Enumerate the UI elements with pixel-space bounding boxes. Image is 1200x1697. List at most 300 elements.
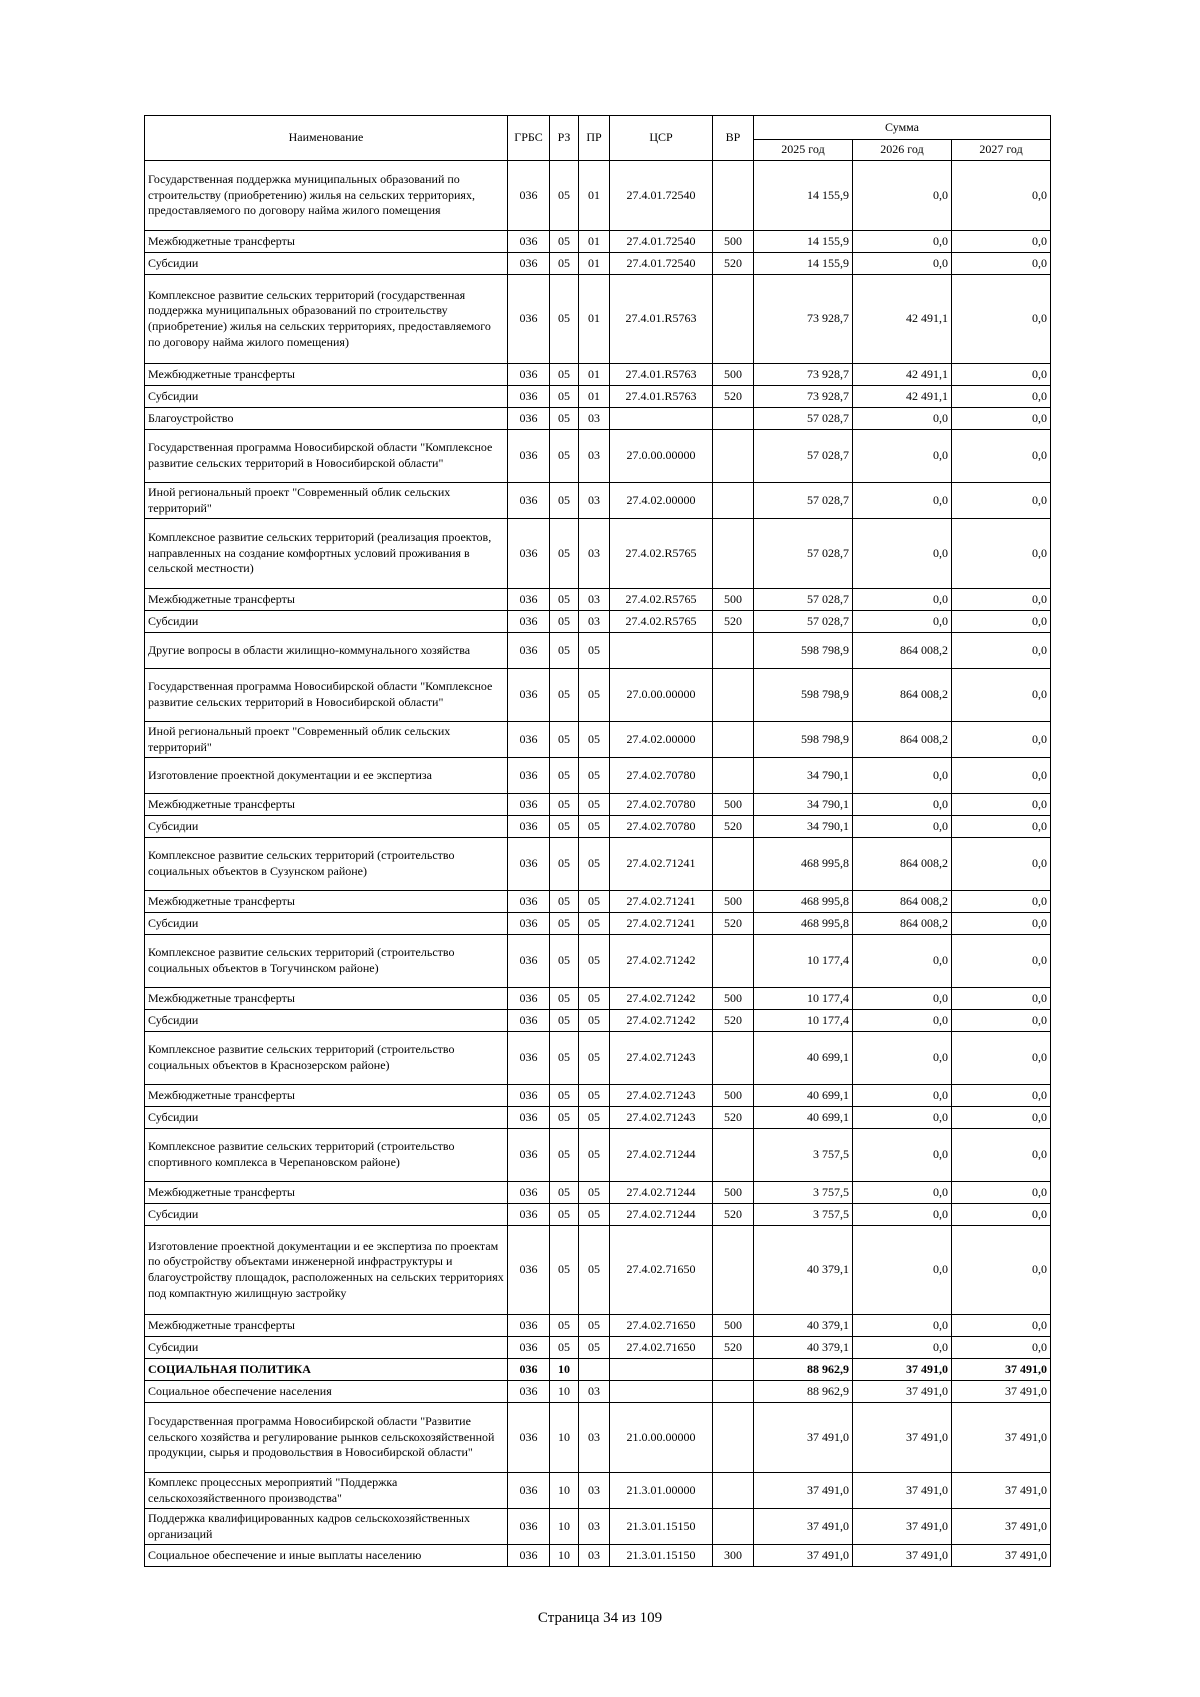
- cell-sum-2026: 0,0: [853, 794, 952, 816]
- page-number: Страница 34 из 109: [537, 1610, 663, 1626]
- table-row: [145, 1129, 1051, 1182]
- table-row: [145, 1381, 1051, 1403]
- cell-sum-2026: 0,0: [853, 1204, 952, 1226]
- cell-pr: 03: [579, 611, 610, 633]
- cell-csr: 27.4.01.72540: [610, 231, 713, 253]
- cell-sum-2025: 40 699,1: [754, 1085, 853, 1107]
- cell-sum-2026: 0,0: [853, 408, 952, 430]
- cell-rz: 05: [550, 364, 579, 386]
- cell-vr: 520: [713, 1010, 754, 1032]
- cell-pr: 05: [579, 935, 610, 988]
- cell-grbs: 036: [508, 913, 550, 935]
- cell-name: Другие вопросы в области жилищно-коммунального хозяйства: [145, 633, 508, 669]
- cell-sum-2027: 0,0: [952, 913, 1051, 935]
- table-row: [145, 483, 1051, 519]
- cell-name: Межбюджетные трансферты: [145, 364, 508, 386]
- cell-sum-2025: 3 757,5: [754, 1129, 853, 1182]
- cell-sum-2027: 0,0: [952, 430, 1051, 483]
- cell-sum-2026: 0,0: [853, 1315, 952, 1337]
- cell-sum-2025: 57 028,7: [754, 408, 853, 430]
- cell-vr: 500: [713, 1085, 754, 1107]
- cell-rz: 05: [550, 1337, 579, 1359]
- cell-grbs: 036: [508, 891, 550, 913]
- table-row: [145, 364, 1051, 386]
- cell-sum-2026: 0,0: [853, 1182, 952, 1204]
- cell-grbs: 036: [508, 1085, 550, 1107]
- cell-name: Субсидии: [145, 1337, 508, 1359]
- cell-vr: [713, 483, 754, 519]
- cell-rz: 05: [550, 589, 579, 611]
- cell-sum-2025: 37 491,0: [754, 1473, 853, 1509]
- cell-sum-2025: 37 491,0: [754, 1509, 853, 1545]
- cell-sum-2026: 864 008,2: [853, 669, 952, 722]
- cell-vr: 520: [713, 816, 754, 838]
- cell-sum-2027: 0,0: [952, 1129, 1051, 1182]
- cell-name: Межбюджетные трансферты: [145, 589, 508, 611]
- cell-name: Субсидии: [145, 1204, 508, 1226]
- cell-sum-2025: 57 028,7: [754, 430, 853, 483]
- cell-csr: 27.4.01.R5763: [610, 275, 713, 364]
- cell-grbs: 036: [508, 1129, 550, 1182]
- cell-csr: 21.3.01.15150: [610, 1509, 713, 1545]
- cell-sum-2025: 468 995,8: [754, 913, 853, 935]
- cell-sum-2026: 0,0: [853, 589, 952, 611]
- cell-sum-2027: 0,0: [952, 794, 1051, 816]
- col-header-2026: 2026 год: [853, 140, 952, 161]
- cell-name: Комплексное развитие сельских территорий (реализация проектов, направленных на создание комфортных условий проживания в сельской местности): [145, 519, 508, 589]
- cell-vr: 500: [713, 794, 754, 816]
- table-row: [145, 519, 1051, 589]
- cell-rz: 10: [550, 1381, 579, 1403]
- cell-sum-2026: 864 008,2: [853, 913, 952, 935]
- cell-vr: 520: [713, 1107, 754, 1129]
- cell-name: Социальное обеспечение населения: [145, 1381, 508, 1403]
- cell-csr: 27.4.02.71650: [610, 1315, 713, 1337]
- cell-sum-2025: 14 155,9: [754, 231, 853, 253]
- cell-pr: 03: [579, 1403, 610, 1473]
- table-row: [145, 1403, 1051, 1473]
- cell-rz: 05: [550, 519, 579, 589]
- cell-rz: 05: [550, 913, 579, 935]
- cell-name: Межбюджетные трансферты: [145, 891, 508, 913]
- cell-vr: [713, 275, 754, 364]
- cell-pr: 05: [579, 1107, 610, 1129]
- table-row: [145, 1085, 1051, 1107]
- cell-sum-2026: 0,0: [853, 816, 952, 838]
- cell-name: Комплексное развитие сельских территорий (строительство спортивного комплекса в Черепановском районе): [145, 1129, 508, 1182]
- cell-grbs: 036: [508, 430, 550, 483]
- cell-rz: 05: [550, 161, 579, 231]
- cell-name: Межбюджетные трансферты: [145, 231, 508, 253]
- cell-sum-2025: 468 995,8: [754, 891, 853, 913]
- cell-grbs: 036: [508, 935, 550, 988]
- cell-csr: 27.4.02.70780: [610, 794, 713, 816]
- cell-sum-2025: 40 699,1: [754, 1107, 853, 1129]
- cell-sum-2025: 14 155,9: [754, 253, 853, 275]
- cell-pr: 05: [579, 1226, 610, 1315]
- cell-pr: 03: [579, 519, 610, 589]
- cell-sum-2026: 37 491,0: [853, 1509, 952, 1545]
- cell-csr: [610, 633, 713, 669]
- cell-csr: 27.4.02.71241: [610, 891, 713, 913]
- cell-sum-2025: 598 798,9: [754, 633, 853, 669]
- cell-name: Благоустройство: [145, 408, 508, 430]
- cell-name: Комплексное развитие сельских территорий (государственная поддержка муниципальных образований по строительству (приобретение) жилья на сельских территориях, предоставляемого по договору найма жилого помещения): [145, 275, 508, 364]
- cell-pr: 05: [579, 1204, 610, 1226]
- cell-pr: 03: [579, 1381, 610, 1403]
- cell-vr: 500: [713, 988, 754, 1010]
- cell-grbs: 036: [508, 589, 550, 611]
- col-header-rz: РЗ: [550, 116, 579, 161]
- cell-pr: 03: [579, 408, 610, 430]
- cell-pr: 03: [579, 1545, 610, 1567]
- cell-grbs: 036: [508, 838, 550, 891]
- cell-sum-2025: 10 177,4: [754, 988, 853, 1010]
- cell-name: Иной региональный проект "Современный облик сельских территорий": [145, 722, 508, 758]
- cell-vr: [713, 1226, 754, 1315]
- cell-vr: 520: [713, 913, 754, 935]
- table-row: [145, 1473, 1051, 1509]
- cell-name: Субсидии: [145, 253, 508, 275]
- table-body: [145, 161, 1051, 1567]
- cell-name: Государственная программа Новосибирской области "Комплексное развитие сельских территорий в Новосибирской области": [145, 669, 508, 722]
- cell-sum-2027: 0,0: [952, 722, 1051, 758]
- table-row: [145, 430, 1051, 483]
- cell-csr: 27.4.02.71243: [610, 1085, 713, 1107]
- cell-sum-2026: 42 491,1: [853, 386, 952, 408]
- cell-sum-2027: 0,0: [952, 231, 1051, 253]
- cell-vr: [713, 1509, 754, 1545]
- cell-grbs: 036: [508, 253, 550, 275]
- cell-name: Субсидии: [145, 1107, 508, 1129]
- cell-sum-2025: 57 028,7: [754, 589, 853, 611]
- cell-rz: 05: [550, 1107, 579, 1129]
- table-row: [145, 275, 1051, 364]
- cell-grbs: 036: [508, 231, 550, 253]
- cell-grbs: 036: [508, 758, 550, 794]
- cell-sum-2026: 864 008,2: [853, 722, 952, 758]
- cell-sum-2025: 34 790,1: [754, 794, 853, 816]
- table-row: [145, 891, 1051, 913]
- cell-pr: 05: [579, 838, 610, 891]
- cell-csr: 21.3.01.15150: [610, 1545, 713, 1567]
- table-row: [145, 611, 1051, 633]
- cell-name: Поддержка квалифицированных кадров сельскохозяйственных организаций: [145, 1509, 508, 1545]
- budget-table: [144, 115, 1051, 1567]
- cell-grbs: 036: [508, 1337, 550, 1359]
- cell-sum-2025: 40 379,1: [754, 1315, 853, 1337]
- cell-pr: 05: [579, 758, 610, 794]
- cell-name: Комплексное развитие сельских территорий (строительство социальных объектов в Сузунском районе): [145, 838, 508, 891]
- cell-sum-2025: 57 028,7: [754, 611, 853, 633]
- table-row: [145, 1107, 1051, 1129]
- cell-pr: 05: [579, 1085, 610, 1107]
- table-row: [145, 1359, 1051, 1381]
- table-row: [145, 838, 1051, 891]
- cell-sum-2027: 0,0: [952, 816, 1051, 838]
- cell-name: Комплекс процессных мероприятий "Поддержка сельскохозяйственного производства": [145, 1473, 508, 1509]
- cell-sum-2027: 0,0: [952, 1085, 1051, 1107]
- cell-sum-2027: 0,0: [952, 1107, 1051, 1129]
- cell-sum-2025: 37 491,0: [754, 1403, 853, 1473]
- cell-csr: 27.0.00.00000: [610, 430, 713, 483]
- cell-sum-2027: 0,0: [952, 483, 1051, 519]
- col-header-pr: ПР: [579, 116, 610, 161]
- cell-rz: 05: [550, 838, 579, 891]
- table-row: [145, 1545, 1051, 1567]
- cell-pr: 05: [579, 1182, 610, 1204]
- cell-sum-2026: 0,0: [853, 1337, 952, 1359]
- table-row: [145, 816, 1051, 838]
- cell-vr: 300: [713, 1545, 754, 1567]
- cell-name: Субсидии: [145, 913, 508, 935]
- cell-sum-2027: 0,0: [952, 161, 1051, 231]
- cell-vr: 520: [713, 386, 754, 408]
- table-row: [145, 1315, 1051, 1337]
- cell-rz: 05: [550, 988, 579, 1010]
- cell-pr: 03: [579, 430, 610, 483]
- cell-pr: 01: [579, 231, 610, 253]
- cell-grbs: 036: [508, 722, 550, 758]
- cell-name: Субсидии: [145, 386, 508, 408]
- cell-sum-2027: 0,0: [952, 386, 1051, 408]
- cell-pr: 05: [579, 816, 610, 838]
- cell-rz: 05: [550, 722, 579, 758]
- cell-sum-2026: 0,0: [853, 1032, 952, 1085]
- cell-csr: 27.4.02.71242: [610, 988, 713, 1010]
- cell-csr: 27.4.02.71241: [610, 913, 713, 935]
- table-row: [145, 988, 1051, 1010]
- cell-csr: 27.0.00.00000: [610, 669, 713, 722]
- cell-grbs: 036: [508, 1182, 550, 1204]
- cell-pr: 05: [579, 1010, 610, 1032]
- cell-rz: 05: [550, 253, 579, 275]
- cell-sum-2027: 0,0: [952, 519, 1051, 589]
- cell-csr: 27.4.01.72540: [610, 253, 713, 275]
- cell-vr: 500: [713, 1315, 754, 1337]
- cell-rz: 05: [550, 408, 579, 430]
- cell-pr: 05: [579, 1032, 610, 1085]
- cell-pr: [579, 1359, 610, 1381]
- cell-vr: [713, 633, 754, 669]
- cell-vr: 500: [713, 589, 754, 611]
- cell-name: Изготовление проектной документации и ее экспертиза: [145, 758, 508, 794]
- cell-pr: 05: [579, 669, 610, 722]
- cell-rz: 10: [550, 1473, 579, 1509]
- cell-vr: 500: [713, 364, 754, 386]
- cell-sum-2027: 0,0: [952, 275, 1051, 364]
- cell-vr: [713, 722, 754, 758]
- cell-grbs: 036: [508, 1359, 550, 1381]
- table-row: [145, 386, 1051, 408]
- cell-pr: 05: [579, 988, 610, 1010]
- cell-sum-2027: 0,0: [952, 1032, 1051, 1085]
- cell-grbs: 036: [508, 816, 550, 838]
- cell-sum-2026: 37 491,0: [853, 1381, 952, 1403]
- cell-grbs: 036: [508, 275, 550, 364]
- cell-pr: 05: [579, 1315, 610, 1337]
- cell-sum-2027: 37 491,0: [952, 1359, 1051, 1381]
- cell-sum-2026: 0,0: [853, 1129, 952, 1182]
- col-header-name: Наименование: [145, 116, 508, 161]
- cell-sum-2027: 37 491,0: [952, 1545, 1051, 1567]
- table-row: [145, 935, 1051, 988]
- cell-grbs: 036: [508, 794, 550, 816]
- cell-sum-2025: 3 757,5: [754, 1204, 853, 1226]
- cell-name: Субсидии: [145, 611, 508, 633]
- cell-csr: [610, 1381, 713, 1403]
- cell-sum-2026: 0,0: [853, 253, 952, 275]
- cell-sum-2025: 10 177,4: [754, 1010, 853, 1032]
- cell-sum-2025: 88 962,9: [754, 1359, 853, 1381]
- cell-csr: 27.4.02.00000: [610, 483, 713, 519]
- cell-rz: 05: [550, 935, 579, 988]
- cell-pr: 01: [579, 253, 610, 275]
- cell-sum-2025: 40 699,1: [754, 1032, 853, 1085]
- cell-rz: 10: [550, 1509, 579, 1545]
- cell-sum-2025: 57 028,7: [754, 483, 853, 519]
- cell-pr: 01: [579, 161, 610, 231]
- cell-vr: 520: [713, 1204, 754, 1226]
- cell-sum-2025: 10 177,4: [754, 935, 853, 988]
- table-row: [145, 231, 1051, 253]
- cell-csr: 27.4.02.71244: [610, 1182, 713, 1204]
- cell-sum-2026: 37 491,0: [853, 1403, 952, 1473]
- cell-pr: 03: [579, 589, 610, 611]
- cell-rz: 05: [550, 275, 579, 364]
- cell-sum-2027: 0,0: [952, 589, 1051, 611]
- cell-vr: 520: [713, 253, 754, 275]
- cell-grbs: 036: [508, 611, 550, 633]
- col-header-csr: ЦСР: [610, 116, 713, 161]
- cell-sum-2026: 0,0: [853, 430, 952, 483]
- cell-name: Государственная программа Новосибирской области "Развитие сельского хозяйства и регулирование рынков сельскохозяйственной продукции, сырья и продовольствия в Новосибирской области": [145, 1403, 508, 1473]
- cell-name: Межбюджетные трансферты: [145, 1085, 508, 1107]
- cell-rz: 05: [550, 386, 579, 408]
- cell-sum-2026: 864 008,2: [853, 633, 952, 669]
- cell-grbs: 036: [508, 161, 550, 231]
- cell-sum-2025: 468 995,8: [754, 838, 853, 891]
- cell-csr: 27.4.02.71244: [610, 1129, 713, 1182]
- table-row: [145, 913, 1051, 935]
- cell-rz: 05: [550, 891, 579, 913]
- cell-rz: 05: [550, 483, 579, 519]
- cell-sum-2026: 0,0: [853, 611, 952, 633]
- cell-pr: 05: [579, 891, 610, 913]
- cell-pr: 05: [579, 794, 610, 816]
- cell-sum-2026: 864 008,2: [853, 891, 952, 913]
- cell-sum-2027: 0,0: [952, 633, 1051, 669]
- cell-sum-2026: 0,0: [853, 1085, 952, 1107]
- cell-sum-2027: 37 491,0: [952, 1473, 1051, 1509]
- table-row: [145, 1010, 1051, 1032]
- cell-rz: 05: [550, 611, 579, 633]
- cell-rz: 05: [550, 231, 579, 253]
- cell-sum-2025: 598 798,9: [754, 722, 853, 758]
- cell-grbs: 036: [508, 1107, 550, 1129]
- cell-pr: 05: [579, 1337, 610, 1359]
- table-row: [145, 758, 1051, 794]
- cell-csr: 27.4.02.70780: [610, 758, 713, 794]
- cell-vr: [713, 408, 754, 430]
- cell-name: Межбюджетные трансферты: [145, 794, 508, 816]
- cell-csr: 27.4.02.71243: [610, 1107, 713, 1129]
- cell-vr: [713, 838, 754, 891]
- cell-grbs: 036: [508, 1545, 550, 1567]
- cell-sum-2027: 0,0: [952, 935, 1051, 988]
- cell-sum-2027: 0,0: [952, 253, 1051, 275]
- cell-grbs: 036: [508, 1204, 550, 1226]
- table-row: [145, 722, 1051, 758]
- cell-sum-2025: 40 379,1: [754, 1226, 853, 1315]
- cell-sum-2027: 0,0: [952, 1226, 1051, 1315]
- cell-sum-2027: 0,0: [952, 1204, 1051, 1226]
- cell-sum-2025: 88 962,9: [754, 1381, 853, 1403]
- cell-name: СОЦИАЛЬНАЯ ПОЛИТИКА: [145, 1359, 508, 1381]
- cell-csr: 27.4.02.71650: [610, 1337, 713, 1359]
- cell-sum-2027: 0,0: [952, 408, 1051, 430]
- cell-sum-2026: 0,0: [853, 483, 952, 519]
- cell-sum-2026: 0,0: [853, 519, 952, 589]
- cell-grbs: 036: [508, 1315, 550, 1337]
- cell-rz: 05: [550, 430, 579, 483]
- cell-rz: 05: [550, 669, 579, 722]
- table-row: [145, 161, 1051, 231]
- cell-csr: 27.4.01.R5763: [610, 386, 713, 408]
- cell-vr: 520: [713, 1337, 754, 1359]
- cell-csr: 27.4.02.71241: [610, 838, 713, 891]
- cell-rz: 05: [550, 758, 579, 794]
- cell-csr: 27.4.02.70780: [610, 816, 713, 838]
- cell-sum-2026: 0,0: [853, 758, 952, 794]
- cell-vr: [713, 1032, 754, 1085]
- cell-vr: [713, 430, 754, 483]
- cell-vr: 500: [713, 231, 754, 253]
- cell-pr: 05: [579, 722, 610, 758]
- cell-sum-2026: 0,0: [853, 161, 952, 231]
- cell-csr: 27.4.02.71242: [610, 935, 713, 988]
- cell-vr: 520: [713, 611, 754, 633]
- cell-grbs: 036: [508, 408, 550, 430]
- cell-rz: 05: [550, 816, 579, 838]
- cell-grbs: 036: [508, 988, 550, 1010]
- cell-sum-2025: 40 379,1: [754, 1337, 853, 1359]
- cell-grbs: 036: [508, 364, 550, 386]
- cell-rz: 05: [550, 1226, 579, 1315]
- table-row: [145, 794, 1051, 816]
- cell-sum-2026: 0,0: [853, 231, 952, 253]
- cell-csr: 27.4.02.71242: [610, 1010, 713, 1032]
- cell-name: Комплексное развитие сельских территорий (строительство социальных объектов в Тогучинском районе): [145, 935, 508, 988]
- cell-vr: [713, 1129, 754, 1182]
- cell-grbs: 036: [508, 519, 550, 589]
- cell-csr: 27.4.02.71243: [610, 1032, 713, 1085]
- cell-rz: 05: [550, 633, 579, 669]
- cell-sum-2026: 42 491,1: [853, 364, 952, 386]
- cell-csr: 27.4.02.R5765: [610, 589, 713, 611]
- cell-sum-2026: 37 491,0: [853, 1473, 952, 1509]
- cell-csr: [610, 408, 713, 430]
- cell-csr: [610, 1359, 713, 1381]
- cell-grbs: 036: [508, 633, 550, 669]
- cell-grbs: 036: [508, 1403, 550, 1473]
- cell-sum-2027: 37 491,0: [952, 1509, 1051, 1545]
- cell-sum-2027: 0,0: [952, 758, 1051, 794]
- table-row: [145, 1204, 1051, 1226]
- cell-grbs: 036: [508, 483, 550, 519]
- cell-pr: 01: [579, 386, 610, 408]
- table-row: [145, 589, 1051, 611]
